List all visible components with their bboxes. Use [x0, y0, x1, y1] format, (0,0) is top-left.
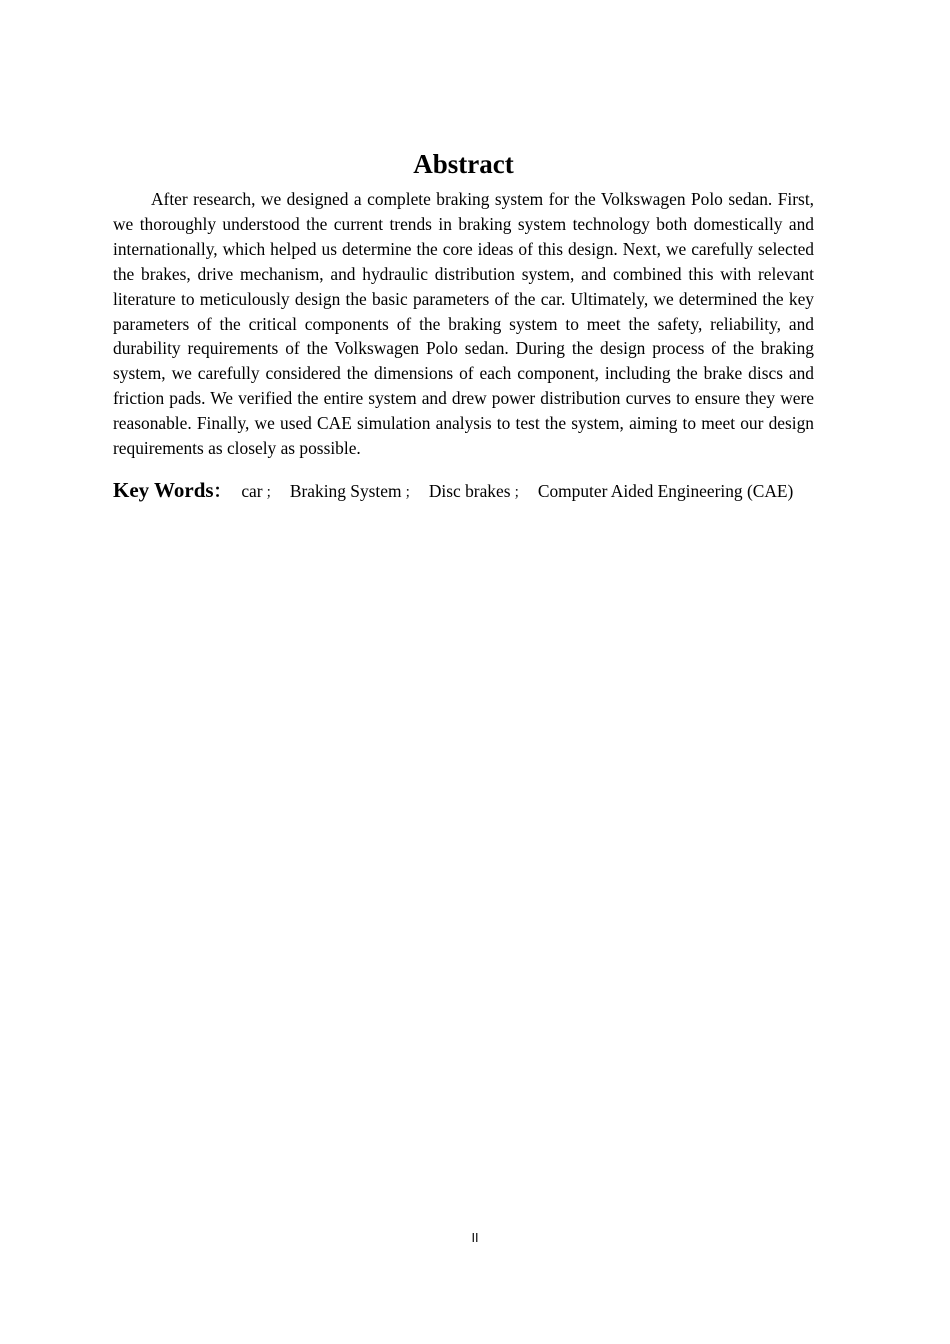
keywords-separator: ：: [213, 480, 231, 501]
abstract-section: [113, 148, 814, 512]
keyword-item: car: [241, 480, 263, 501]
page-number: II: [471, 1231, 479, 1245]
keyword-item: Computer Aided Engineering (CAE): [537, 480, 794, 501]
keyword-delimiter: ；: [513, 485, 528, 501]
keyword-item: Braking System: [289, 480, 402, 501]
keywords-label: Key Words: [113, 477, 214, 502]
abstract-title: Abstract: [413, 149, 514, 179]
keyword-delimiter: ；: [265, 485, 280, 501]
keyword-delimiter: ；: [404, 485, 419, 501]
abstract-body: After research, we designed a complete braking system for the Volkswagen Polo sedan. First, we thoroughly understood the current trends in braking system technology both domestically and internationally, which helped us determine the core ideas of this design. Next, we carefully selected the brakes, drive mechanism, and hydraulic distribution system, and combined this with relevant literature to meticulously design the basic parameters of the car. Ultimately, we determined the key parameters of the critical components of the braking system to meet the safety, reliability, and durability requirements of the Volkswagen Polo sedan. During the design process of the braking system, we carefully considered the dimensions of each component, including the brake discs and friction pads. We verified the entire system and drew power distribution curves to ensure they were reasonable. Finally, we used CAE simulation analysis to test the system, aiming to meet our design requirements as closely as possible.: [113, 189, 814, 459]
keywords-line: [113, 472, 814, 512]
keyword-item: Disc brakes: [428, 480, 511, 501]
